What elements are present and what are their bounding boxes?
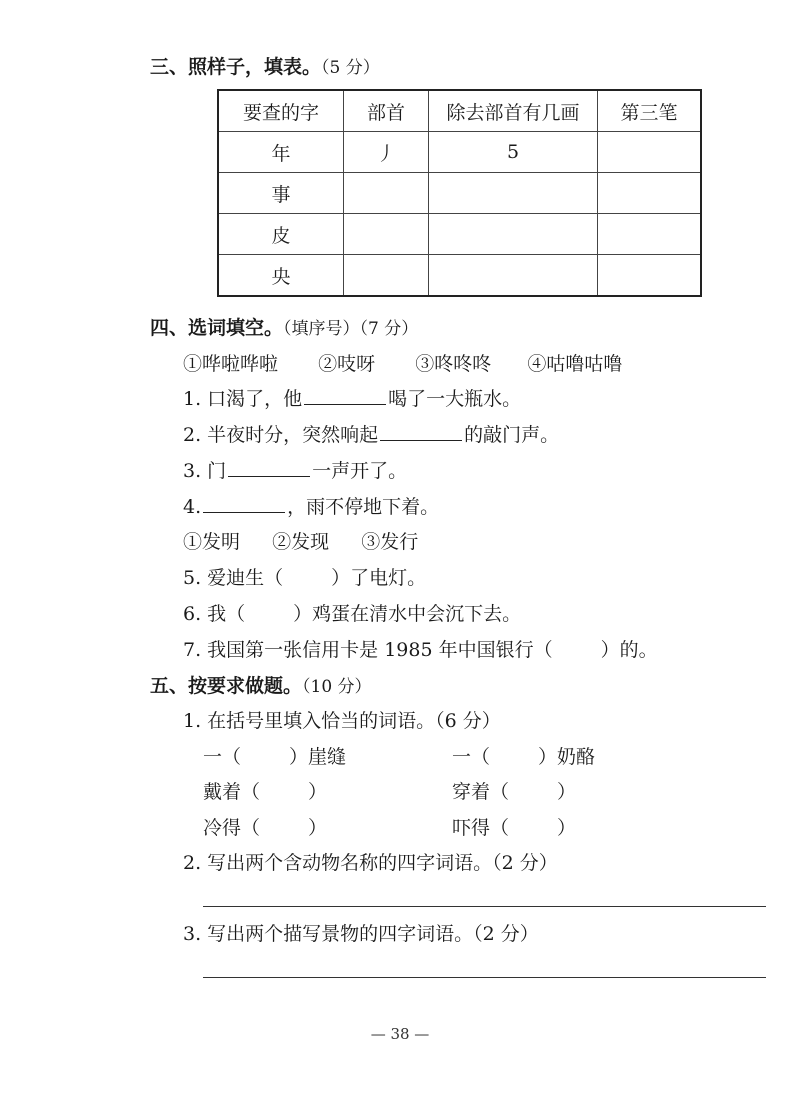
option-item: ③发行 <box>361 531 419 553</box>
question-text: 一声开了。 <box>312 460 408 482</box>
table-cell: 丿 <box>344 132 429 173</box>
question-5-3: 3. 写出两个描写景物的四字词语。（2 分） <box>183 923 539 945</box>
option-item: ②发现 <box>272 531 330 553</box>
section3-title: 三、照样子，填表。 <box>150 56 322 78</box>
pair-text: ） <box>557 781 577 803</box>
table-cell-answer[interactable] <box>598 255 702 297</box>
question-4-5 <box>183 563 426 590</box>
fill-pair-left <box>203 813 327 840</box>
table-cell-answer[interactable] <box>344 173 429 214</box>
table-header-cell: 部首 <box>344 90 429 132</box>
section4-heading <box>150 313 418 340</box>
option-item: ①哗啦哗啦 <box>183 353 279 375</box>
table-header-cell: 要查的字 <box>218 90 344 132</box>
pair-text: 吓得（ <box>452 817 510 839</box>
question-text: ，雨不停地下着。 <box>287 496 440 518</box>
question-text: 2. 半夜时分，突然响起 <box>183 424 379 446</box>
table-cell: 皮 <box>218 214 344 255</box>
answer-blank[interactable] <box>228 475 310 477</box>
table-row <box>218 255 701 297</box>
pair-text: ）奶酪 <box>538 746 596 768</box>
fill-pair-right <box>452 813 576 840</box>
question-text: 5. 爱迪生（ <box>183 567 284 589</box>
section3-score: （5 分） <box>321 58 380 78</box>
pair-text: 穿着（ <box>452 781 510 803</box>
option-item: ②吱呀 <box>318 353 376 375</box>
page-number: — 38 — <box>370 1025 430 1043</box>
question-text: 6. 我（ <box>183 603 246 625</box>
question-text: 7. 我国第一张信用卡是 1985 年中国银行（ <box>183 639 553 661</box>
table-cell-answer[interactable] <box>429 173 598 214</box>
section5-title: 五、按要求做题。 <box>150 675 303 697</box>
table-cell: 5 <box>429 132 598 173</box>
pair-text: ）崖缝 <box>289 746 347 768</box>
question-4-4 <box>183 492 439 519</box>
question-4-3 <box>183 456 407 483</box>
question-text: ）的。 <box>600 639 658 661</box>
table-cell-answer[interactable] <box>598 214 702 255</box>
table-row <box>218 132 701 173</box>
answer-line[interactable] <box>203 906 766 907</box>
option-item: ③咚咚咚 <box>415 353 492 375</box>
pair-text: ） <box>308 817 328 839</box>
section5-score: （10 分） <box>302 677 372 697</box>
table-cell: 事 <box>218 173 344 214</box>
table-header-row <box>218 90 701 132</box>
fill-pair-right <box>452 777 576 804</box>
question-text: 3. 门 <box>183 460 227 482</box>
section4-title: 四、选词填空。 <box>150 317 284 339</box>
answer-blank[interactable] <box>380 439 462 441</box>
section3-heading <box>150 52 380 79</box>
pair-text: ） <box>308 781 328 803</box>
pair-text: 一（ <box>203 746 242 768</box>
question-text: 的敲门声。 <box>464 424 560 446</box>
question-4-1 <box>183 384 521 411</box>
table-row <box>218 173 701 214</box>
question-4-7 <box>183 635 658 662</box>
question-text: 4. <box>183 496 202 518</box>
fill-pair-right <box>452 742 595 769</box>
fill-pair-left <box>203 742 346 769</box>
answer-line[interactable] <box>203 977 766 978</box>
question-4-6 <box>183 599 521 626</box>
section5-heading <box>150 671 372 698</box>
table-cell: 年 <box>218 132 344 173</box>
options-row-2 <box>183 527 418 554</box>
pair-text: 一（ <box>452 746 491 768</box>
radical-table <box>217 89 702 297</box>
table-cell-answer[interactable] <box>429 214 598 255</box>
fill-pair-left <box>203 777 327 804</box>
question-5-2: 2. 写出两个含动物名称的四字词语。（2 分） <box>183 852 558 874</box>
table-cell-answer[interactable] <box>344 214 429 255</box>
table-row <box>218 214 701 255</box>
option-item: ①发明 <box>183 531 241 553</box>
table-cell-answer[interactable] <box>344 255 429 297</box>
pair-text: 冷得（ <box>203 817 261 839</box>
table-header-cell: 除去部首有几画 <box>429 90 598 132</box>
table-cell: 央 <box>218 255 344 297</box>
question-text: 1. 口渴了，他 <box>183 388 303 410</box>
pair-text: 戴着（ <box>203 781 261 803</box>
question-text: 喝了一大瓶水。 <box>388 388 522 410</box>
question-4-2 <box>183 420 559 447</box>
section4-score: （填序号）（7 分） <box>283 319 419 339</box>
table-cell-answer[interactable] <box>429 255 598 297</box>
option-item: ④咕噜咕噜 <box>527 353 623 375</box>
question-5-1: 1. 在括号里填入恰当的词语。（6 分） <box>183 710 501 732</box>
question-text: ）鸡蛋在清水中会沉下去。 <box>293 603 522 625</box>
answer-blank[interactable] <box>304 403 386 405</box>
table-cell-answer[interactable] <box>598 173 702 214</box>
options-row-1 <box>183 349 622 376</box>
table-header-cell: 第三笔 <box>598 90 702 132</box>
pair-text: ） <box>557 817 577 839</box>
answer-blank[interactable] <box>203 511 285 513</box>
table-cell-answer[interactable] <box>598 132 702 173</box>
question-text: ）了电灯。 <box>331 567 427 589</box>
